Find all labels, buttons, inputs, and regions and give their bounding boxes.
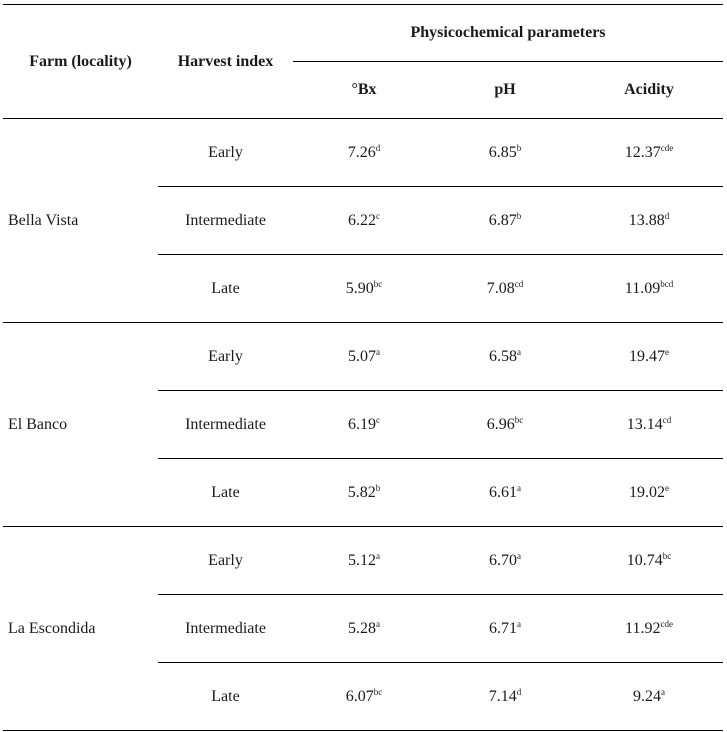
ph-value: 6.70 (489, 551, 517, 569)
acidity-letter: cde (660, 142, 674, 153)
acidity-value: 13.88 (628, 211, 665, 229)
ph-letter: a (517, 550, 521, 561)
bx-value: 5.90 (345, 279, 374, 297)
harvest-cell: Early (158, 323, 293, 391)
acidity-value: 11.92 (625, 619, 661, 637)
table-header (3, 5, 723, 119)
bx-letter: c (376, 414, 380, 425)
acidity-cell (575, 459, 723, 527)
acidity-cell (575, 119, 723, 187)
ph-letter: a (517, 482, 521, 493)
harvest-cell: Late (158, 255, 293, 323)
bx-letter: a (376, 550, 380, 561)
bx-letter: a (376, 618, 380, 629)
header-ph: pH (494, 81, 516, 98)
bx-cell (293, 187, 435, 255)
bx-value: 6.19 (348, 415, 376, 433)
bx-cell (293, 663, 435, 731)
ph-value: 6.58 (489, 347, 517, 365)
ph-cell (435, 187, 575, 255)
ph-value: 6.61 (489, 483, 517, 501)
header-physicochemical-parameters: Physicochemical parameters (293, 5, 723, 62)
bx-letter: d (375, 142, 381, 153)
acidity-cell (575, 527, 723, 595)
ph-value: 6.71 (489, 619, 517, 637)
ph-cell (435, 255, 575, 323)
ph-value: 7.14 (488, 687, 517, 705)
bx-cell (293, 255, 435, 323)
table-row (3, 119, 723, 187)
bx-letter: bc (373, 686, 383, 697)
ph-letter: a (517, 346, 521, 357)
table-body (3, 119, 723, 731)
header-bx: °Bx (351, 81, 377, 98)
acidity-letter: cde (660, 618, 673, 629)
bx-cell (293, 595, 435, 663)
ph-value: 6.85 (488, 143, 517, 161)
harvest-cell: Early (158, 527, 293, 595)
ph-letter: bc (514, 414, 524, 425)
bx-cell (293, 391, 435, 459)
bx-value: 5.28 (348, 619, 376, 637)
ph-cell (435, 663, 575, 731)
farm-cell: Bella Vista (3, 119, 158, 323)
table-row (3, 527, 723, 595)
acidity-letter: e (665, 346, 669, 357)
header-farm: Farm (locality) (3, 5, 158, 119)
bx-value: 5.07 (348, 347, 376, 365)
acidity-value: 19.02 (629, 483, 665, 501)
bx-value: 5.82 (347, 483, 376, 501)
ph-letter: b (516, 142, 522, 153)
acidity-letter: bc (662, 550, 672, 561)
harvest-cell: Intermediate (158, 391, 293, 459)
bx-cell (293, 527, 435, 595)
acidity-letter: e (665, 482, 669, 493)
acidity-letter: bcd (660, 278, 674, 289)
acidity-value: 13.14 (626, 415, 663, 433)
acidity-cell (575, 391, 723, 459)
ph-value: 6.96 (486, 415, 515, 433)
bx-value: 5.12 (348, 551, 376, 569)
header-harvest-index: Harvest index (158, 5, 293, 119)
acidity-value: 12.37 (624, 143, 661, 161)
harvest-cell: Intermediate (158, 187, 293, 255)
physicochemical-table (3, 4, 723, 731)
ph-cell (435, 595, 575, 663)
farm-cell: La Escondida (3, 527, 158, 731)
ph-cell (435, 323, 575, 391)
bx-letter: b (375, 482, 381, 493)
harvest-cell: Late (158, 663, 293, 731)
acidity-value: 19.47 (629, 347, 665, 365)
bx-cell (293, 119, 435, 187)
ph-cell (435, 391, 575, 459)
table-row (3, 323, 723, 391)
ph-value: 7.08 (486, 279, 515, 297)
bx-value: 6.22 (348, 211, 376, 229)
ph-letter: d (516, 686, 522, 697)
acidity-value: 9.24 (633, 687, 661, 705)
acidity-value: 10.74 (626, 551, 663, 569)
acidity-cell (575, 323, 723, 391)
acidity-cell (575, 255, 723, 323)
bx-letter: a (376, 346, 380, 357)
acidity-letter: a (661, 686, 665, 697)
header-acidity: Acidity (624, 81, 674, 98)
acidity-cell (575, 187, 723, 255)
ph-cell (435, 527, 575, 595)
ph-cell (435, 459, 575, 527)
bx-value: 6.07 (345, 687, 374, 705)
farm-cell: El Banco (3, 323, 158, 527)
acidity-letter: d (664, 210, 670, 221)
harvest-cell: Intermediate (158, 595, 293, 663)
bx-cell (293, 459, 435, 527)
harvest-cell: Early (158, 119, 293, 187)
bx-cell (293, 323, 435, 391)
ph-cell (435, 119, 575, 187)
ph-letter: a (517, 618, 521, 629)
acidity-cell (575, 663, 723, 731)
ph-letter: cd (514, 278, 524, 289)
bx-value: 7.26 (347, 143, 376, 161)
bx-letter: bc (373, 278, 383, 289)
acidity-letter: cd (662, 414, 672, 425)
ph-value: 6.87 (488, 211, 517, 229)
bx-letter: c (376, 210, 380, 221)
harvest-cell: Late (158, 459, 293, 527)
ph-letter: b (516, 210, 522, 221)
acidity-cell (575, 595, 723, 663)
acidity-value: 11.09 (624, 279, 661, 297)
